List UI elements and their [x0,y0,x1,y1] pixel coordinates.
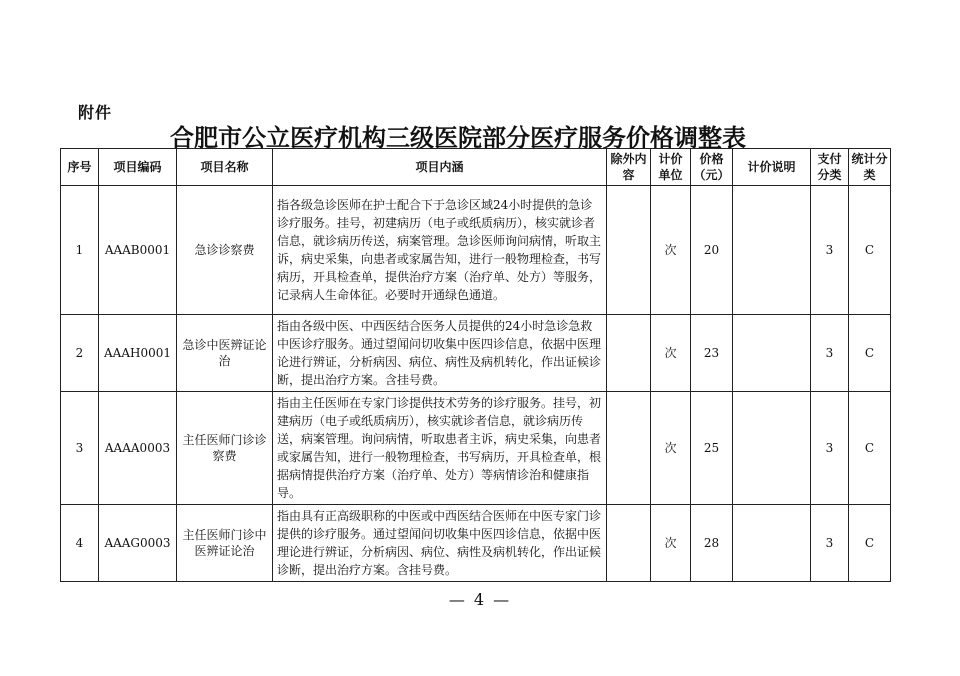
header-stat: 统计分类 [849,149,891,186]
cell-seq: 3 [61,392,99,505]
cell-unit: 次 [651,505,691,582]
price-table [60,148,891,582]
cell-name: 主任医师门诊中医辨证论治 [177,505,273,582]
cell-excl [607,186,651,315]
cell-content: 指由具有正高级职称的中医或中西医结合医师在中医专家门诊提供的诊疗服务。通过望闻问切收集中医四诊信息，依据中医理论进行辨证，分析病因、病位、病性及病机转化，作出证候诊断，提出治疗方案。含挂号费。 [273,505,607,582]
header-pay: 支付分类 [811,149,849,186]
cell-pay: 3 [811,186,849,315]
header-note: 计价说明 [733,149,811,186]
page-number: — 4 — [448,590,512,609]
cell-name: 主任医师门诊诊察费 [177,392,273,505]
cell-stat: C [849,505,891,582]
cell-note [733,315,811,392]
cell-price: 28 [691,505,733,582]
cell-unit: 次 [651,392,691,505]
cell-content: 指由各级中医、中西医结合医务人员提供的24小时急诊急救中医诊疗服务。通过望闻问切收集中医四诊信息，依据中医理论进行辨证，分析病因、病位、病性及病机转化，作出证候诊断，提出治疗方案。含挂号费。 [273,315,607,392]
table-row [61,505,891,582]
cell-code: AAAB0001 [99,186,177,315]
cell-pay: 3 [811,505,849,582]
header-unit: 计价单位 [651,149,691,186]
cell-content: 指各级急诊医师在护士配合下于急诊区域24小时提供的急诊诊疗服务。挂号，初建病历（电子或纸质病历），核实就诊者信息，就诊病历传送，病案管理。急诊医师询问病情，听取主诉，病史采集，向患者或家属告知，进行一般物理检查，书写病历，开具检查单，提供治疗方案（治疗单、处方）等服务，记录病人生命体征。必要时开通绿色通道。 [273,186,607,315]
header-content: 项目内涵 [273,149,607,186]
header-excl: 除外内容 [607,149,651,186]
cell-name: 急诊诊察费 [177,186,273,315]
cell-code: AAAH0001 [99,315,177,392]
cell-seq: 4 [61,505,99,582]
cell-note [733,186,811,315]
header-seq: 序号 [61,149,99,186]
cell-pay: 3 [811,392,849,505]
cell-content: 指由主任医师在专家门诊提供技术劳务的诊疗服务。挂号，初建病历（电子或纸质病历），核实就诊者信息，就诊病历传送，病案管理。询问病情，听取患者主诉，病史采集，向患者或家属告知，进行一般物理检查，书写病历，开具检查单，根据病情提供治疗方案（治疗单、处方）等病情诊治和健康指导。 [273,392,607,505]
header-code: 项目编码 [99,149,177,186]
header-price: 价格（元） [691,149,733,186]
cell-excl [607,505,651,582]
cell-seq: 1 [61,186,99,315]
cell-note [733,392,811,505]
cell-price: 23 [691,315,733,392]
cell-note [733,505,811,582]
header-row [61,149,891,186]
cell-stat: C [849,186,891,315]
table-row [61,392,891,505]
header-name: 项目名称 [177,149,273,186]
cell-name: 急诊中医辨证论治 [177,315,273,392]
attachment-label: 附件 [78,103,113,122]
cell-price: 20 [691,186,733,315]
table-row [61,315,891,392]
cell-code: AAAA0003 [99,392,177,505]
cell-unit: 次 [651,186,691,315]
cell-excl [607,315,651,392]
document-title: 合肥市公立医疗机构三级医院部分医疗服务价格调整表 [170,123,746,152]
table-row [61,186,891,315]
cell-seq: 2 [61,315,99,392]
cell-code: AAAG0003 [99,505,177,582]
cell-pay: 3 [811,315,849,392]
cell-price: 25 [691,392,733,505]
cell-unit: 次 [651,315,691,392]
cell-stat: C [849,392,891,505]
cell-stat: C [849,315,891,392]
cell-excl [607,392,651,505]
